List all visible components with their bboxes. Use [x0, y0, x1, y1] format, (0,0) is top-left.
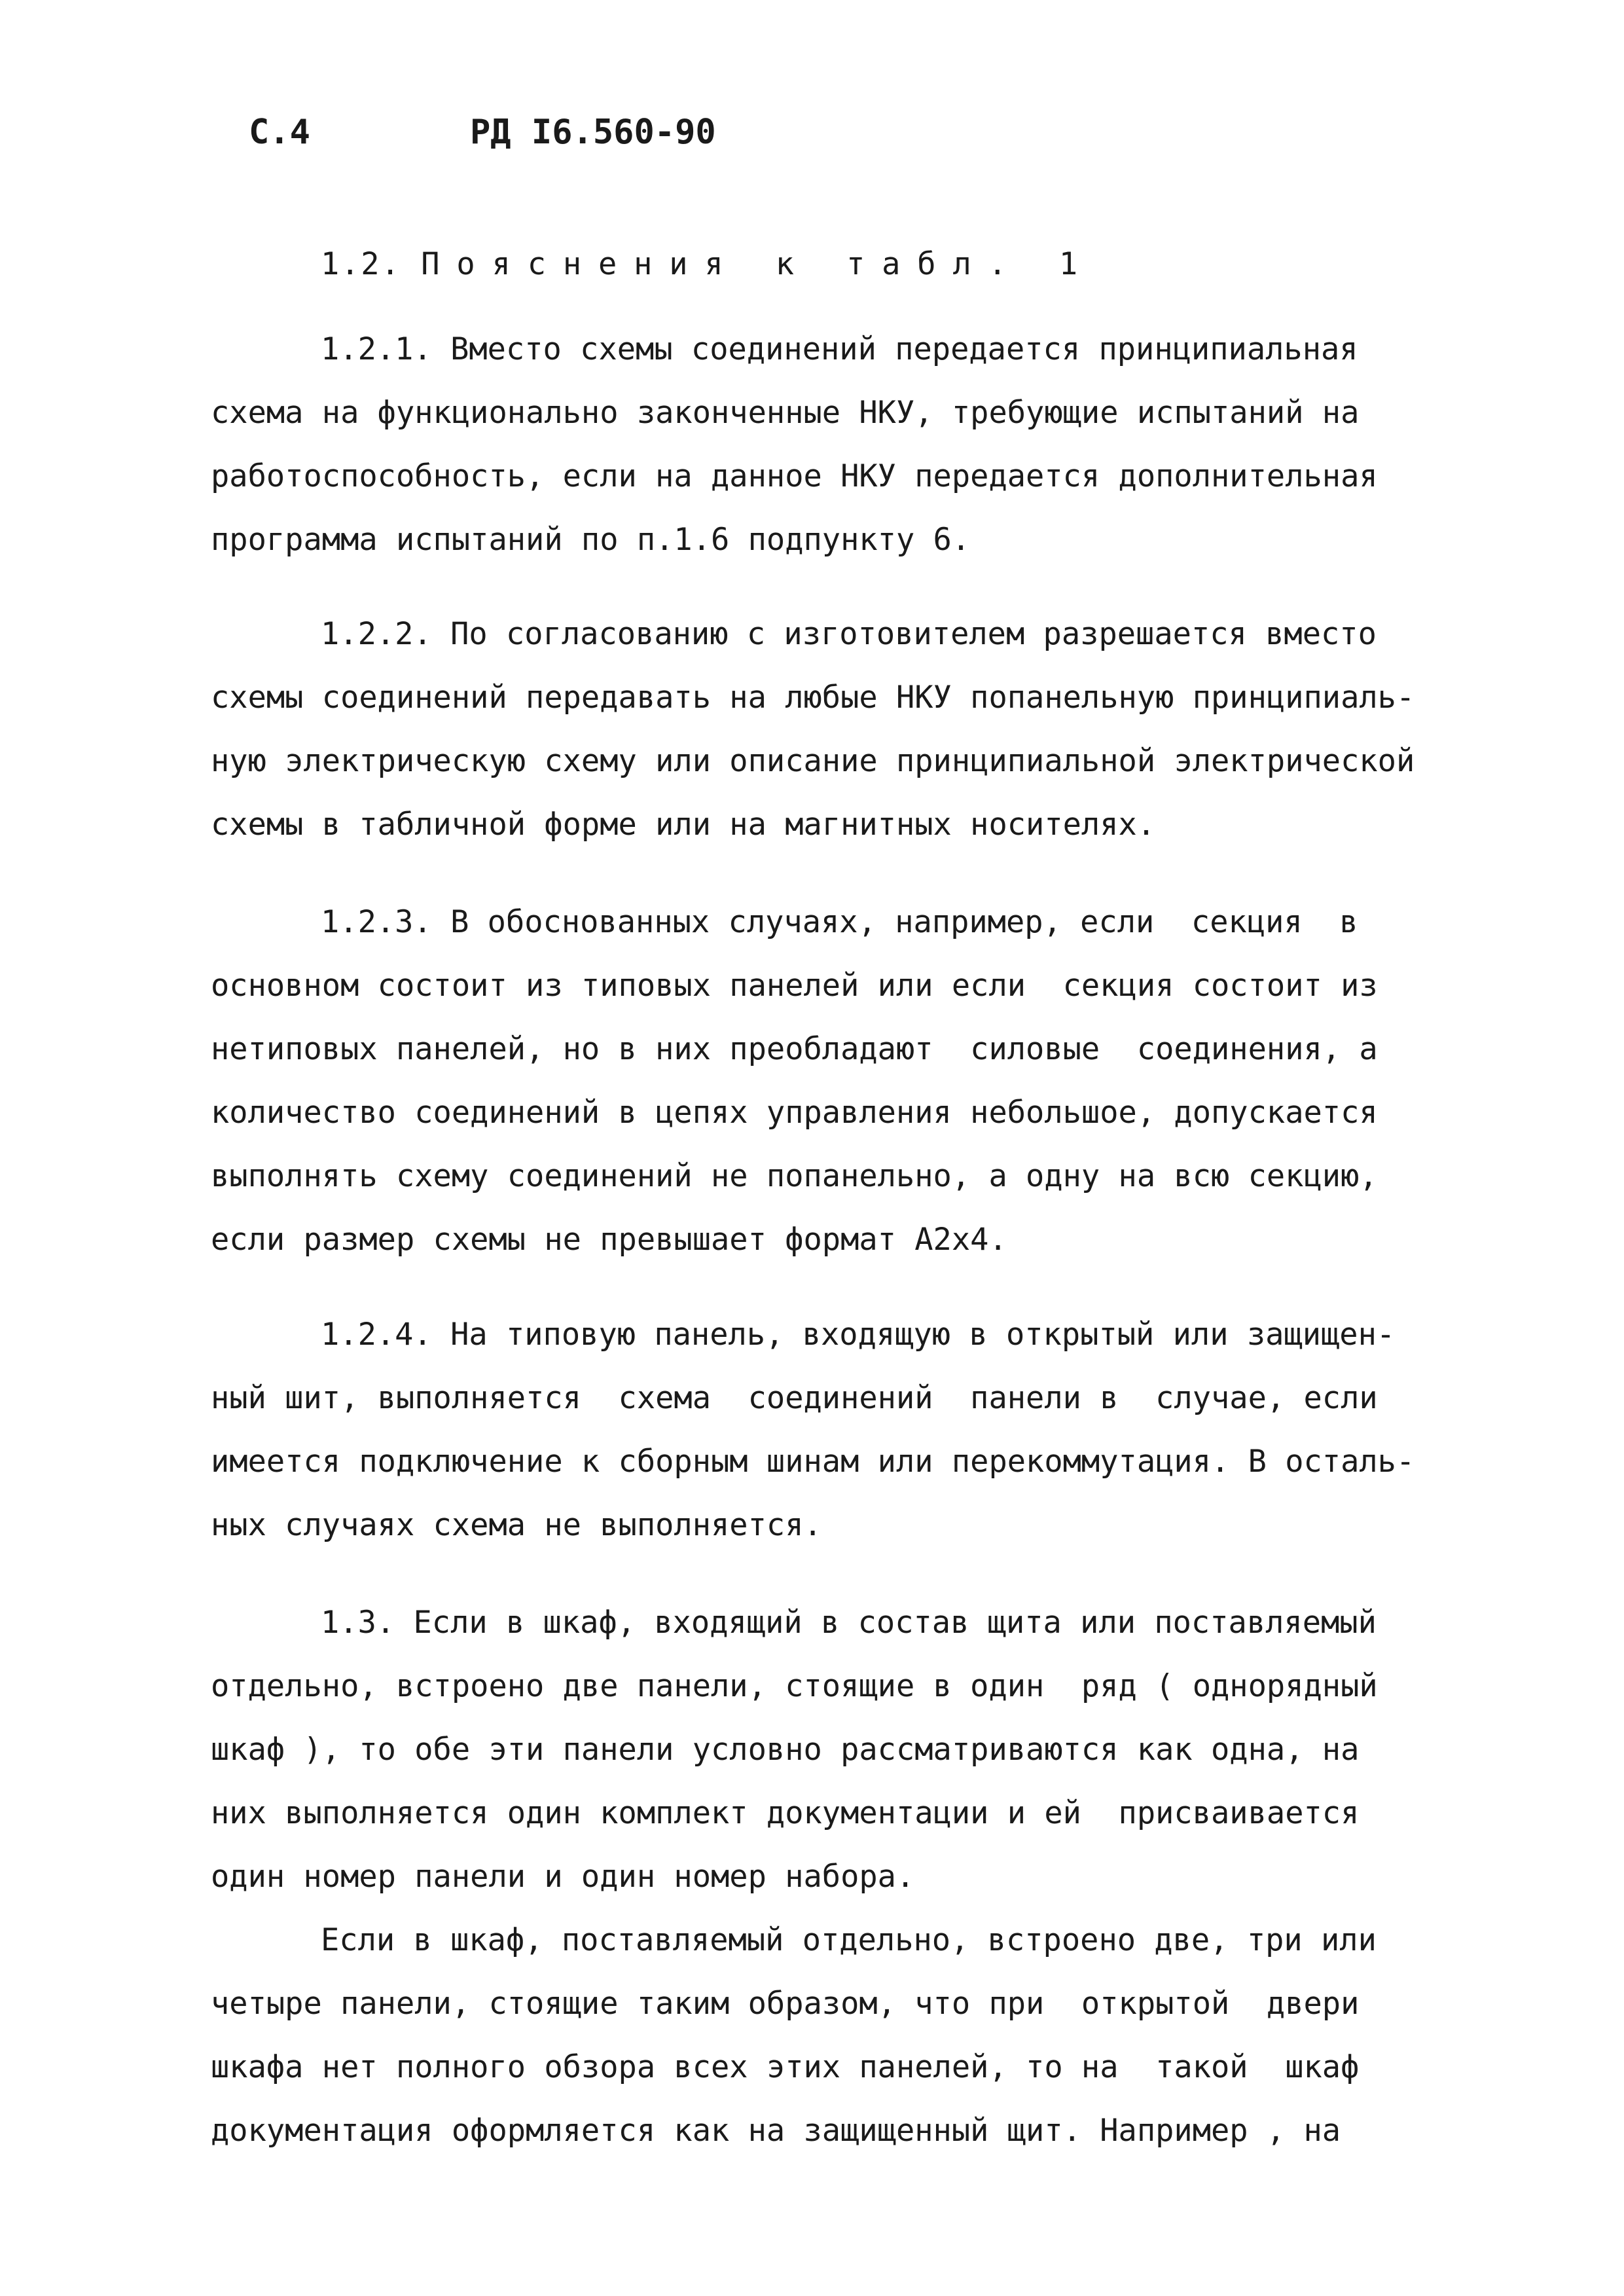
text-line: 1.3. Если в шкаф, входящий в состав щита или поставляемый	[321, 1605, 1377, 1641]
text-line: ный шит, выполняется схема соединений панели в случае, если	[211, 1380, 1378, 1416]
text-line: 1.2.2. По согласованию с изготовителем разрешается вместо	[321, 616, 1377, 652]
text-line: шкафа нет полного обзора всех этих панелей, то на такой шкаф	[211, 2049, 1360, 2085]
paragraph-1-2-4	[211, 1319, 1487, 1573]
text-line: основном состоит из типовых панелей или если секция состоит из	[211, 968, 1378, 1004]
text-line: Если в шкаф, поставляемый отдельно, встроено две, три или	[321, 1922, 1377, 1958]
text-line: если размер схемы не превышает формат А2х4.	[211, 1222, 1007, 1258]
section-number: 1.2.	[321, 246, 401, 282]
text-line: отдельно, встроено две панели, стоящие в один ряд ( однорядный	[211, 1668, 1378, 1704]
text-line: работоспособность, если на данное НКУ передается дополнительная	[211, 458, 1378, 494]
paragraph-1-3	[211, 1607, 1487, 1925]
text-line: 1.2.1. Вместо схемы соединений передается принципиальная	[321, 331, 1358, 367]
text-line: нетиповых панелей, но в них преобладают силовые соединения, а	[211, 1031, 1378, 1067]
section-title-text: Пояснения к табл. 1	[421, 246, 1095, 282]
text-line: 1.2.3. В обоснованных случаях, например, если секция в	[321, 904, 1358, 940]
paragraph-1-2-3	[211, 904, 1487, 1288]
text-line: ных случаях схема не выполняется.	[211, 1507, 822, 1543]
text-line: схемы соединений передавать на любые НКУ попанельную принципиаль-	[211, 680, 1415, 716]
paragraph-1-3-continued	[211, 1922, 1487, 2179]
text-line: количество соединений в цепях управления небольшое, допускается	[211, 1095, 1378, 1131]
section-title	[321, 246, 1095, 282]
text-line: схема на функционально законченные НКУ, требующие испытаний на	[211, 395, 1360, 431]
paragraph-1-2-1	[211, 331, 1487, 588]
text-line: ную электрическую схему или описание принципиальной электрической	[211, 743, 1415, 779]
text-line: четыре панели, стоящие таким образом, что при открытой двери	[211, 1986, 1360, 2022]
text-line: них выполняется один комплект документации и ей присваивается	[211, 1795, 1360, 1831]
document-code: РД I6.560-90	[470, 113, 716, 152]
text-line: выполнять схему соединений не попанельно, а одну на всю секцию,	[211, 1158, 1378, 1194]
text-line: имеется подключение к сборным шинам или перекоммутация. В осталь-	[211, 1444, 1415, 1480]
paragraph-1-2-2	[211, 616, 1487, 873]
text-line: шкаф ), то обе эти панели условно рассматриваются как одна, на	[211, 1732, 1360, 1768]
text-line: документация оформляется как на защищенный щит. Например , на	[211, 2113, 1341, 2149]
text-line: программа испытаний по п.1.6 подпункту 6.	[211, 522, 971, 558]
text-line: 1.2.4. На типовую панель, входящую в открытый или защищен-	[321, 1317, 1396, 1353]
text-line: схемы в табличной форме или на магнитных носителях.	[211, 807, 1156, 843]
text-line: один номер панели и один номер набора.	[211, 1859, 915, 1895]
page-number: С.4	[249, 113, 310, 152]
